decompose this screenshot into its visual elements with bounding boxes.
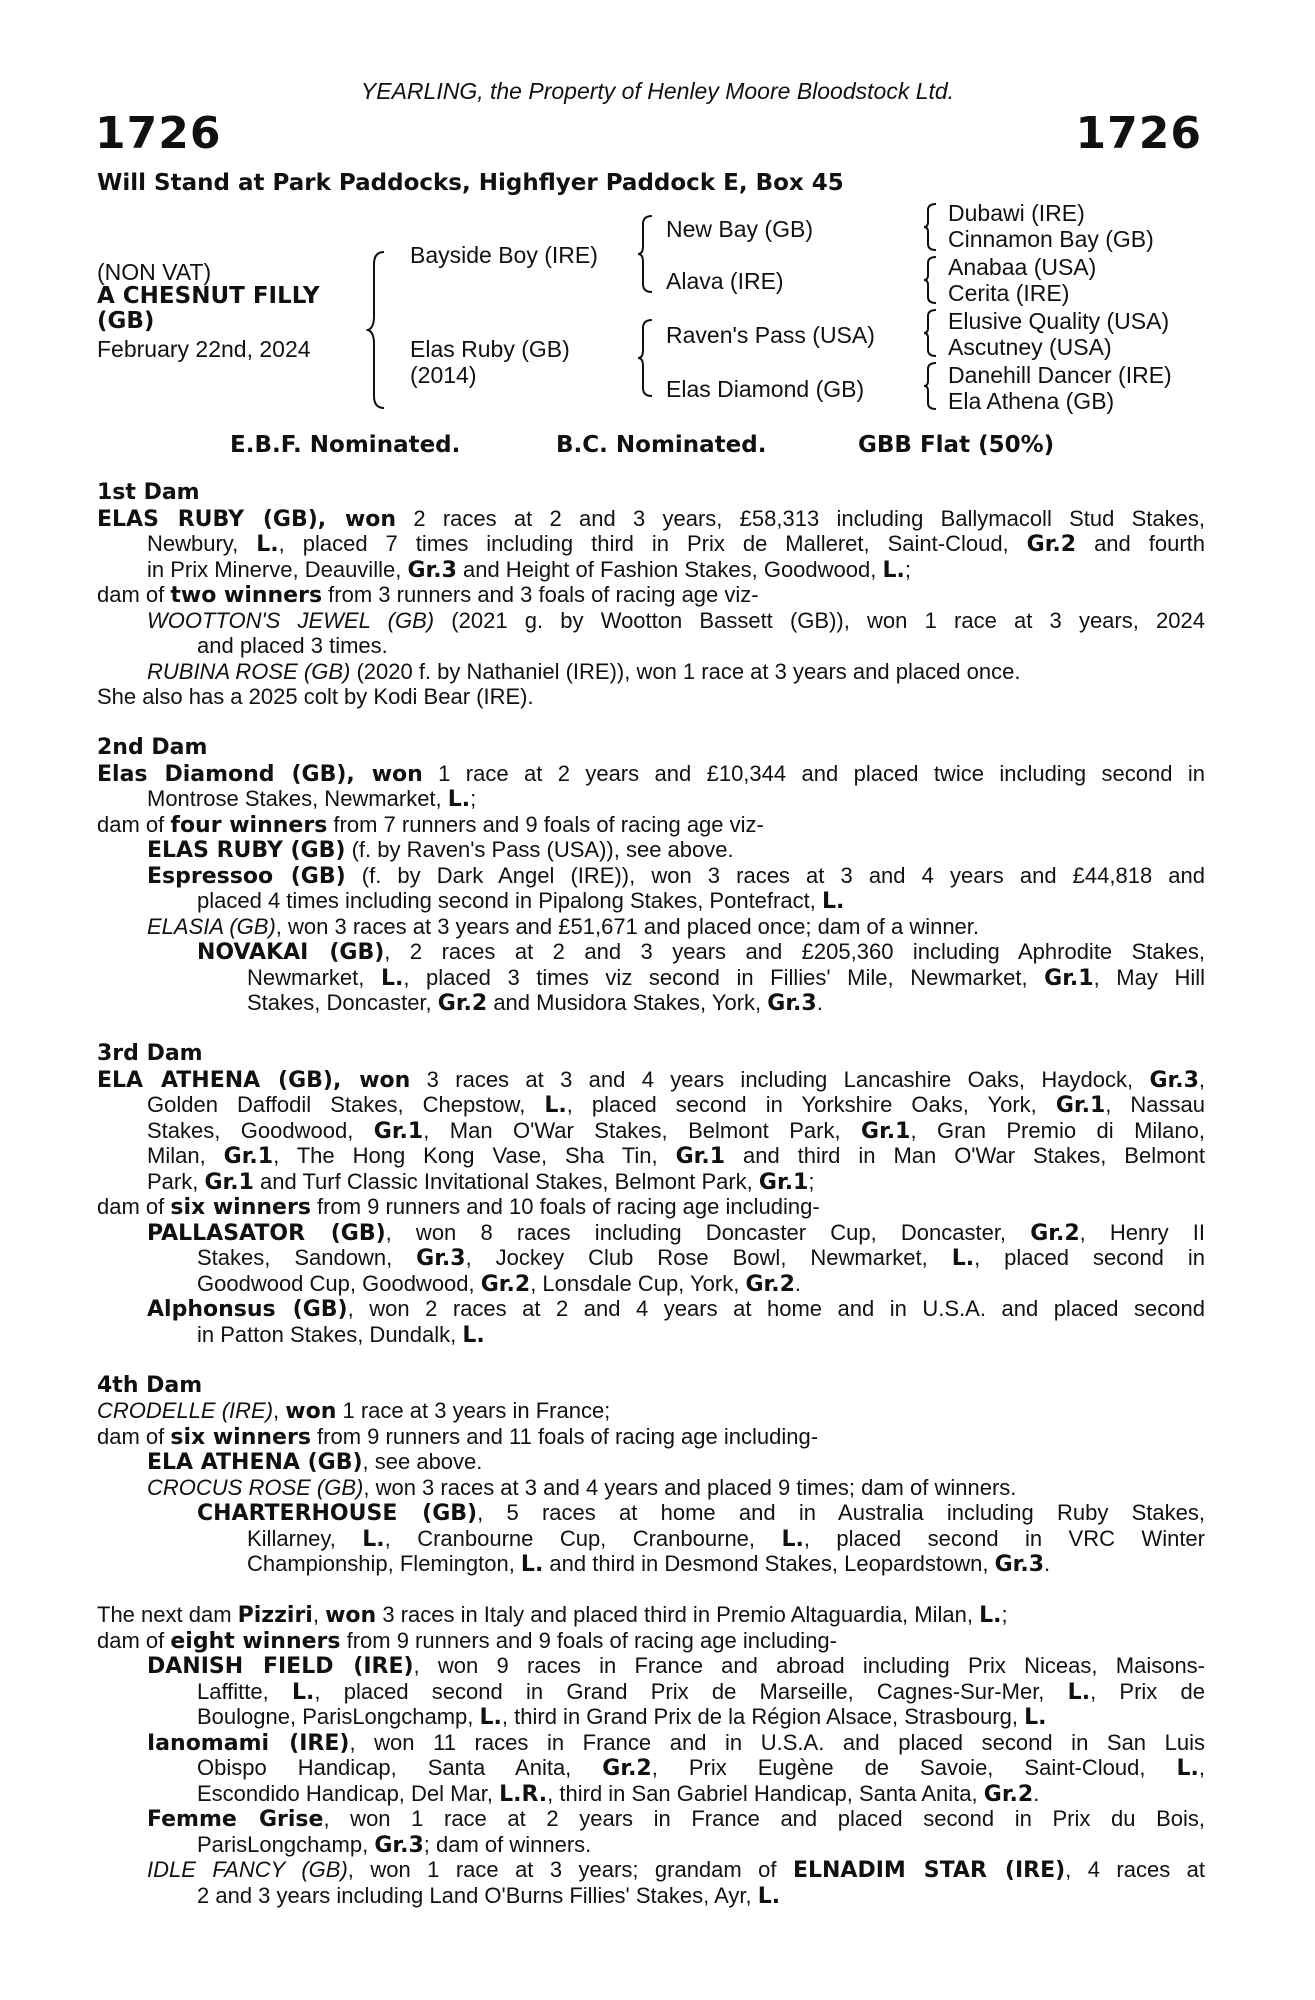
second-dam-line: dam of four winners from 7 runners and 9 foals of racing age viz- xyxy=(97,811,764,838)
dam-line-text xyxy=(97,480,1205,1908)
third-dam-line: Goodwood Cup, Goodwood, Gr.2, Lonsdale Cup, York, Gr.2. xyxy=(197,1270,802,1297)
brace-dd xyxy=(922,361,940,411)
next-dam-line: Obispo Handicap, Santa Anita, Gr.2, Prix Eugène de Savoie, Saint-Cloud, L., xyxy=(197,1755,1205,1781)
bc-nomination: B.C. Nominated. xyxy=(556,432,767,458)
fourth-dam-heading: 4th Dam xyxy=(97,1372,203,1398)
sire-dam: Alava (IRE) xyxy=(666,268,784,294)
brace-sire xyxy=(636,214,656,294)
fourth-dam-line: ELA ATHENA (GB), see above. xyxy=(147,1449,483,1475)
brace-dam xyxy=(636,318,656,398)
dam-sire-dam: Ascutney (USA) xyxy=(948,334,1112,360)
foaling-date: February 22nd, 2024 xyxy=(97,336,311,362)
second-dam-line: placed 4 times including second in Pipalong Stakes, Pontefract, L. xyxy=(197,888,845,914)
brace-ss xyxy=(922,202,940,252)
brace-ds xyxy=(922,308,940,358)
next-dam-line: Femme Grise, won 1 race at 2 years in France and placed second in Prix du Bois, xyxy=(147,1806,1205,1832)
next-dam-line: DANISH FIELD (IRE), won 9 races in France and abroad including Prix Niceas, Maisons- xyxy=(147,1653,1205,1679)
horse-name-suffix: (GB) xyxy=(97,308,155,334)
third-dam-line: PALLASATOR (GB), won 8 races including Doncaster Cup, Doncaster, Gr.2, Henry II xyxy=(147,1219,1205,1245)
third-dam-line: Milan, Gr.1, The Hong Kong Vase, Sha Tin, Gr.1 and third in Man O'War Stakes, Belmont xyxy=(147,1143,1205,1169)
brace-gen1 xyxy=(366,250,388,410)
next-dam-line: Laffitte, L., placed second in Grand Prix de Marseille, Cagnes-Sur-Mer, L., Prix de xyxy=(197,1678,1205,1704)
fourth-dam-line: Killarney, L., Cranbourne Cup, Cranbourne, L., placed second in VRC Winter xyxy=(247,1525,1205,1551)
second-dam-line: NOVAKAI (GB), 2 races at 2 and 3 years and £205,360 including Aphrodite Stakes, xyxy=(197,939,1205,965)
next-dam-line: ParisLongchamp, Gr.3; dam of winners. xyxy=(197,1831,592,1858)
first-dam-line: and placed 3 times. xyxy=(197,633,388,658)
second-dam-line: Stakes, Doncaster, Gr.2 and Musidora Stakes, York, Gr.3. xyxy=(247,990,823,1016)
second-dam-heading: 2nd Dam xyxy=(97,735,208,760)
third-dam-line: ELA ATHENA (GB), won 3 races at 3 and 4 years including Lancashire Oaks, Haydock, Gr.3, xyxy=(97,1066,1205,1092)
ebf-nomination: E.B.F. Nominated. xyxy=(230,432,461,458)
stand-location: Will Stand at Park Paddocks, Highflyer Paddock E, Box 45 xyxy=(97,170,844,196)
dam-sire-sire: Elusive Quality (USA) xyxy=(948,308,1170,334)
sire-dam-dam: Cerita (IRE) xyxy=(948,280,1070,306)
third-dam-line: Stakes, Sandown, Gr.3, Jockey Club Rose Bowl, Newmarket, L., placed second in xyxy=(197,1245,1205,1271)
lot-number-left: 1726 xyxy=(95,108,222,159)
sire-sire-dam: Cinnamon Bay (GB) xyxy=(948,226,1154,252)
fourth-dam-line: CHARTERHOUSE (GB), 5 races at home and in Australia including Ruby Stakes, xyxy=(197,1500,1205,1526)
first-dam-line: ELAS RUBY (GB), won 2 races at 2 and 3 years, £58,313 including Ballymacoll Stud Stakes, xyxy=(97,505,1205,531)
first-dam-line: in Prix Minerve, Deauville, Gr.3 and Height of Fashion Stakes, Goodwood, L.; xyxy=(147,556,911,583)
lot-number-right: 1726 xyxy=(1075,108,1202,159)
fourth-dam-line: dam of six winners from 9 runners and 11 foals of racing age including- xyxy=(97,1423,819,1450)
catalogue-subtitle: YEARLING, the Property of Henley Moore Bloodstock Ltd. xyxy=(360,78,955,104)
next-dam-line: The next dam Pizziri, won 3 races in Italy and placed third in Premio Altaguardia, Milan, L.; xyxy=(97,1602,1008,1628)
third-dam-line: Park, Gr.1 and Turf Classic Invitational Stakes, Belmont Park, Gr.1; xyxy=(147,1168,815,1195)
fourth-dam-line: CRODELLE (IRE), won 1 race at 3 years in France; xyxy=(97,1398,611,1424)
third-dam-line: in Patton Stakes, Dundalk, L. xyxy=(197,1321,485,1348)
next-dam-line: dam of eight winners from 9 runners and 9 foals of racing age including- xyxy=(97,1627,837,1654)
next-dam-line: Escondido Handicap, Del Mar, L.R., third in San Gabriel Handicap, Santa Anita, Gr.2. xyxy=(197,1780,1040,1807)
brace-sd xyxy=(922,255,940,305)
pedigree-table xyxy=(0,200,1315,425)
fourth-dam-line: Championship, Flemington, L. and third in Desmond Stakes, Leopardstown, Gr.3. xyxy=(247,1551,1051,1577)
sire-sire: New Bay (GB) xyxy=(666,216,813,242)
third-dam-heading: 3rd Dam xyxy=(97,1041,203,1066)
second-dam-line: Montrose Stakes, Newmarket, L.; xyxy=(147,786,477,812)
sire: Bayside Boy (IRE) xyxy=(410,242,598,268)
first-dam-line: RUBINA ROSE (GB) (2020 f. by Nathaniel (IRE)), won 1 race at 3 years and placed once. xyxy=(147,658,1021,684)
second-dam-line: Espressoo (GB) (f. by Dark Angel (IRE)), won 3 races at 3 and 4 years and £44,818 and xyxy=(147,862,1205,888)
second-dam-line: ELASIA (GB), won 3 races at 3 years and £51,671 and placed once; dam of a winner. xyxy=(147,913,980,939)
vat-status: (NON VAT) xyxy=(97,259,212,285)
next-dam-line: 2 and 3 years including Land O'Burns Fillies' Stakes, Ayr, L. xyxy=(197,1882,781,1909)
first-dam-heading: 1st Dam xyxy=(97,480,200,505)
first-dam-line: Newbury, L., placed 7 times including third in Prix de Malleret, Saint-Cloud, Gr.2 and fourth xyxy=(147,531,1205,557)
dam-dam-sire: Danehill Dancer (IRE) xyxy=(948,362,1172,388)
first-dam-line: She also has a 2025 colt by Kodi Bear (IRE). xyxy=(97,684,534,709)
second-dam-line: Newmarket, L., placed 3 times viz second in Fillies' Mile, Newmarket, Gr.1, May Hill xyxy=(247,964,1205,990)
dam-year: (2014) xyxy=(410,362,477,388)
third-dam-line: Stakes, Goodwood, Gr.1, Man O'War Stakes, Belmont Park, Gr.1, Gran Premio di Milano, xyxy=(147,1117,1205,1143)
sire-dam-sire: Anabaa (USA) xyxy=(948,254,1097,280)
third-dam-line: Golden Daffodil Stakes, Chepstow, L., placed second in Yorkshire Oaks, York, Gr.1, Nassau xyxy=(147,1092,1205,1118)
gbb-flat: GBB Flat (50%) xyxy=(858,432,1055,458)
third-dam-line: dam of six winners from 9 runners and 10 foals of racing age including- xyxy=(97,1194,820,1220)
first-dam-line: WOOTTON'S JEWEL (GB) (2021 g. by Wootton Bassett (GB)), won 1 race at 3 years, 2024 xyxy=(147,607,1205,633)
fourth-dam-line: CROCUS ROSE (GB), won 3 races at 3 and 4 years and placed 9 times; dam of winners. xyxy=(147,1474,1017,1500)
next-dam-line: Ianomami (IRE), won 11 races in France and in U.S.A. and placed second in San Luis xyxy=(147,1729,1205,1755)
first-dam-line: dam of two winners from 3 runners and 3 foals of racing age viz- xyxy=(97,582,759,608)
dam-dam-dam: Ela Athena (GB) xyxy=(948,388,1115,414)
next-dam-line: Boulogne, ParisLongchamp, L., third in Grand Prix de la Région Alsace, Strasbourg, L. xyxy=(197,1704,1047,1730)
dam-dam: Elas Diamond (GB) xyxy=(666,376,865,402)
sire-sire-sire: Dubawi (IRE) xyxy=(948,200,1085,226)
horse-name: A CHESNUT FILLY xyxy=(97,283,320,309)
third-dam-line: Alphonsus (GB), won 2 races at 2 and 4 years at home and in U.S.A. and placed second xyxy=(147,1296,1205,1322)
dam-sire: Raven's Pass (USA) xyxy=(666,322,875,348)
second-dam-line: ELAS RUBY (GB) (f. by Raven's Pass (USA)), see above. xyxy=(147,837,734,863)
next-dam-line: IDLE FANCY (GB), won 1 race at 3 years; grandam of ELNADIM STAR (IRE), 4 races at xyxy=(147,1857,1205,1883)
second-dam-line: Elas Diamond (GB), won 1 race at 2 years and £10,344 and placed twice including second in xyxy=(97,760,1205,786)
dam: Elas Ruby (GB) xyxy=(410,336,570,362)
